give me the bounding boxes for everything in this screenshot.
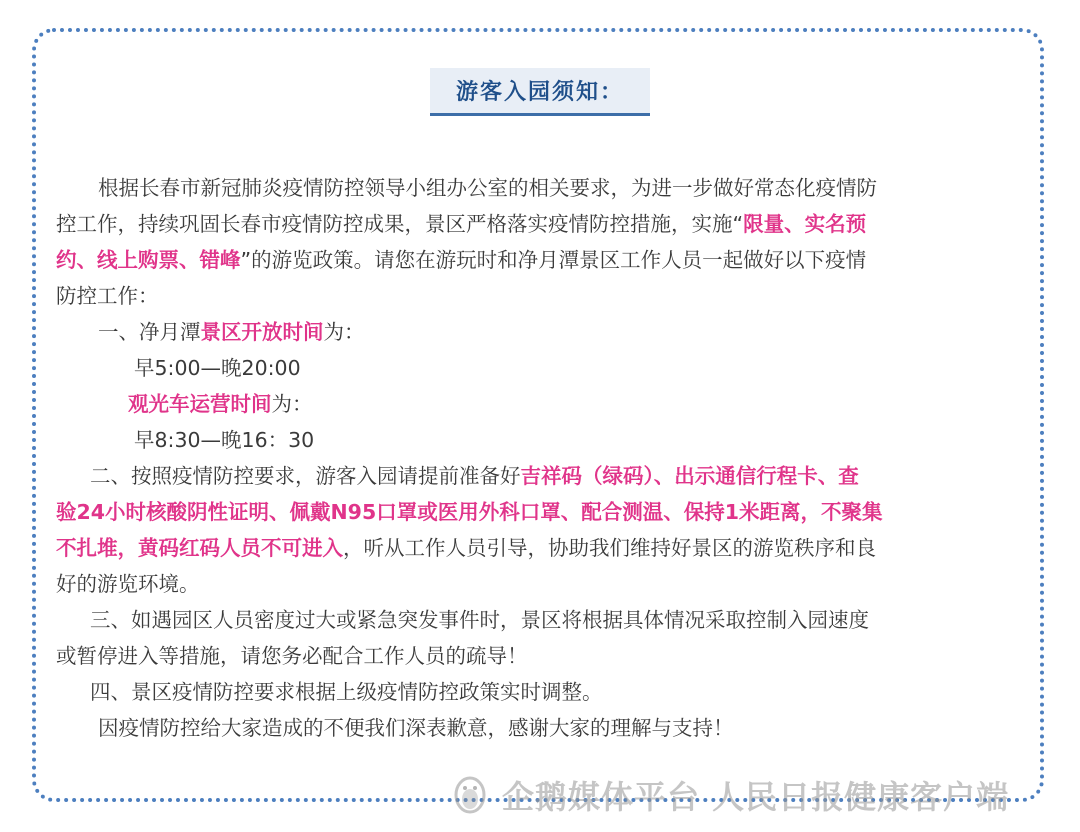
watermark-text: 企鹅媒体平台 人民日报健康客户端 — [502, 778, 1010, 816]
notice-title: 游客入园须知： — [455, 80, 624, 105]
park-open-time-highlight: 景区开放时间 — [200, 320, 324, 344]
item2-text: ，听从工作人员引导，协助我们维持好景区的游览秩序和良 — [343, 536, 876, 560]
shuttle-time — [56, 422, 1080, 458]
item-2-line-3 — [56, 530, 1036, 566]
watermark — [448, 770, 1009, 820]
item2-highlight: 验24小时核酸阴性证明、佩戴N95口罩或医用外科口罩、配合测温、保持1米距离，不聚集 — [56, 500, 883, 524]
para1-text: 控工作，持续巩固长春市疫情防控成果，景区严格落实疫情防控措施，实施“ — [56, 212, 744, 236]
item3-text: 或暂停进入等措施，请您务必配合工作人员的疏导！ — [56, 644, 528, 668]
item2-text: 二、按照疫情防控要求，游客入园请提前准备好 — [90, 464, 521, 488]
item-4 — [56, 674, 1070, 710]
para1-highlight: 约、线上购票、错峰 — [56, 248, 241, 272]
para1-text: ”的游览政策。请您在游玩时和净月潭景区工作人员一起做好以下疫情 — [240, 248, 867, 272]
shuttle-time-heading — [56, 386, 1080, 422]
paragraph-1-line-3 — [56, 242, 1036, 278]
item-2-line-4 — [56, 566, 1036, 602]
penguin-logo-icon — [448, 775, 492, 815]
item4-text: 四、景区疫情防控要求根据上级疫情防控政策实时调整。 — [90, 680, 603, 704]
item3-text: 三、如遇园区人员密度过大或紧急突发事件时，景区将根据具体情况采取控制入园速度 — [90, 608, 869, 632]
paragraph-1-line-4 — [56, 278, 1036, 314]
park-open-time-value: 早5:00—晚20:00 — [134, 356, 301, 380]
item1-suffix: 为： — [323, 320, 365, 344]
item1-prefix: 一、净月潭 — [98, 320, 201, 344]
item-2-line-2 — [56, 494, 1036, 530]
item2-text: 好的游览环境。 — [56, 572, 200, 596]
item-1-heading — [56, 314, 1078, 350]
para1-highlight: 限量、实名预 — [743, 212, 867, 236]
notice-title-box — [430, 68, 650, 116]
paragraph-1-line-1 — [56, 170, 1078, 206]
closing-text: 因疫情防控给大家造成的不便我们深表歉意，感谢大家的理解与支持！ — [98, 716, 734, 740]
shuttle-time-value: 早8:30—晚16：30 — [134, 428, 315, 452]
item2-highlight: 不扎堆，黄码红码人员不可进入 — [56, 536, 343, 560]
park-open-time — [56, 350, 1080, 386]
shuttle-time-highlight: 观光车运营时间 — [128, 392, 272, 416]
paragraph-1-line-2 — [56, 206, 1036, 242]
item-3-line-1 — [56, 602, 1070, 638]
closing-line — [56, 710, 1078, 746]
item-2-line-1 — [56, 458, 1070, 494]
shuttle-suffix: 为： — [271, 392, 313, 416]
item2-highlight: 吉祥码（绿码）、出示通信行程卡、查 — [520, 464, 859, 488]
item-3-line-2 — [56, 638, 1036, 674]
para1-text: 根据长春市新冠肺炎疫情防控领导小组办公室的相关要求，为进一步做好常态化疫情防 — [98, 176, 877, 200]
para1-text: 防控工作： — [56, 284, 159, 308]
